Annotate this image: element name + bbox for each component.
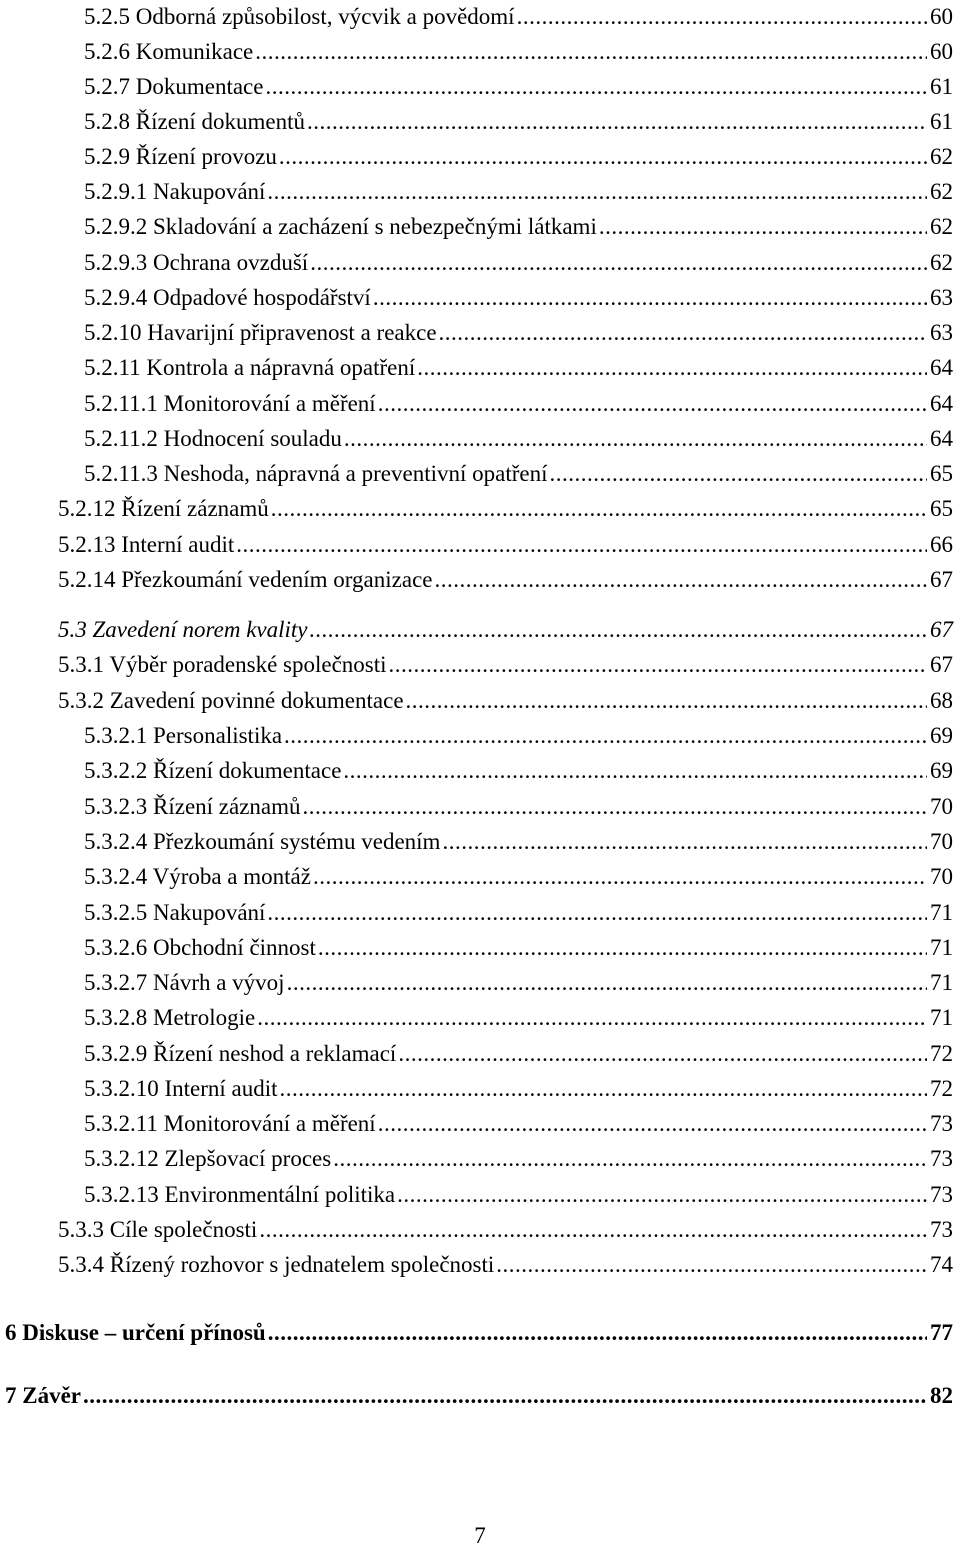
toc-entry-title: 5.3.2.13 Environmentální politika (84, 1182, 396, 1207)
toc-dot-leader (344, 425, 927, 453)
toc-entry-title: 5.2.12 Řízení záznamů (58, 496, 269, 521)
toc-entry-page: 70 (930, 794, 953, 819)
toc-entry-page: 72 (930, 1076, 953, 1101)
toc-entry-title: 5.3.4 Řízený rozhovor s jednatelem společnosti (58, 1252, 495, 1277)
toc-dot-leader (284, 722, 927, 750)
toc-dot-leader (271, 495, 927, 523)
toc-entry[interactable] (5, 1382, 953, 1410)
toc-dot-leader (517, 3, 927, 31)
toc-dot-leader (267, 178, 927, 206)
toc-entry[interactable] (84, 1004, 953, 1032)
toc-dot-leader (442, 828, 927, 856)
toc-dot-leader (236, 531, 927, 559)
toc-entry-title: 5.2.9.2 Skladování a zacházení s nebezpečnými látkami (84, 214, 597, 239)
toc-entry-title: 7 Závěr (5, 1383, 82, 1408)
toc-dot-leader (378, 1110, 927, 1138)
toc-entry-title: 5.2.11.1 Monitorování a měření (84, 391, 376, 416)
toc-dot-leader (280, 1075, 927, 1103)
toc-entry[interactable] (5, 1319, 953, 1347)
toc-entry-title: 5.3.2.11 Monitorování a měření (84, 1111, 376, 1136)
toc-entry-title: 5.2.11.2 Hodnocení souladu (84, 426, 342, 451)
toc-entry-page: 72 (930, 1041, 953, 1066)
toc-entry-title: 5.2.11.3 Neshoda, nápravná a preventivní opatření (84, 461, 548, 486)
toc-dot-leader (265, 73, 927, 101)
toc-entry-page: 62 (930, 179, 953, 204)
toc-entry[interactable] (84, 863, 953, 891)
toc-dot-leader (599, 213, 927, 241)
toc-entry-title: 5.2.9 Řízení provozu (84, 144, 277, 169)
toc-entry-title: 5.3.2.6 Obchodní činnost (84, 935, 316, 960)
toc-dot-leader (397, 1181, 927, 1209)
toc-dot-leader (313, 863, 927, 891)
toc-entry[interactable] (84, 425, 953, 453)
toc-entry[interactable] (84, 143, 953, 171)
toc-entry[interactable] (84, 108, 953, 136)
toc-entry-title: 5.3.2.2 Řízení dokumentace (84, 758, 342, 783)
toc-entry-title: 5.3.2.1 Personalistika (84, 723, 283, 748)
toc-entry-title: 5.3.2.7 Návrh a vývoj (84, 970, 285, 995)
toc-entry-title: 5.2.10 Havarijní připravenost a reakce (84, 320, 437, 345)
toc-dot-leader (287, 969, 927, 997)
toc-entry[interactable] (58, 531, 953, 559)
page-number: 7 (474, 1523, 486, 1548)
toc-entry[interactable] (84, 793, 953, 821)
toc-entry-page: 62 (930, 214, 953, 239)
toc-dot-leader (259, 1216, 927, 1244)
toc-dot-leader (373, 284, 927, 312)
toc-entry[interactable] (84, 934, 953, 962)
toc-entry[interactable] (84, 828, 953, 856)
toc-entry-page: 70 (930, 864, 953, 889)
toc-entry[interactable] (84, 354, 953, 382)
toc-entry-title: 5.2.8 Řízení dokumentů (84, 109, 306, 134)
toc-entry-title: 5.3.2.4 Přezkoumání systému vedením (84, 829, 441, 854)
toc-entry-page: 69 (930, 723, 953, 748)
toc-entry-title: 5.2.9.4 Odpadové hospodářství (84, 285, 371, 310)
toc-entry-title: 5.3.2.9 Řízení neshod a reklamací (84, 1041, 397, 1066)
toc-dot-leader (268, 1319, 927, 1347)
toc-entry-page: 68 (930, 688, 953, 713)
toc-entry-page: 71 (930, 970, 953, 995)
toc-entry-title: 5.3.2.4 Výroba a montáž (84, 864, 311, 889)
toc-entry[interactable] (84, 1145, 953, 1173)
toc-entry-page: 65 (930, 461, 953, 486)
toc-dot-leader (417, 354, 927, 382)
toc-entry[interactable] (58, 1251, 953, 1279)
toc-entry[interactable] (84, 460, 953, 488)
toc-dot-leader (549, 460, 927, 488)
toc-entry-page: 62 (930, 250, 953, 275)
toc-dot-leader (398, 1040, 927, 1068)
toc-entry[interactable] (84, 319, 953, 347)
toc-dot-leader (307, 108, 927, 136)
toc-entry[interactable] (84, 213, 953, 241)
toc-dot-leader (255, 38, 927, 66)
toc-entry[interactable] (84, 1075, 953, 1103)
toc-entry-title: 5.2.7 Dokumentace (84, 74, 264, 99)
toc-dot-leader (343, 757, 927, 785)
toc-dot-leader (318, 934, 927, 962)
toc-entry-page: 71 (930, 1005, 953, 1030)
toc-entry[interactable] (84, 284, 953, 312)
toc-entry-page: 66 (930, 532, 953, 557)
toc-dot-leader (496, 1251, 927, 1279)
toc-entry-page: 74 (930, 1252, 953, 1277)
toc-entry-page: 67 (930, 567, 953, 592)
toc-entry-page: 64 (930, 391, 953, 416)
toc-entry[interactable] (84, 899, 953, 927)
toc-dot-leader (389, 651, 927, 679)
toc-entry-page: 61 (930, 109, 953, 134)
toc-entry-title: 5.2.14 Přezkoumání vedením organizace (58, 567, 433, 592)
toc-entry-title: 5.2.6 Komunikace (84, 39, 254, 64)
toc-entry-title: 5.3.2.10 Interní audit (84, 1076, 278, 1101)
toc-dot-leader (257, 1004, 927, 1032)
toc-entry-page: 64 (930, 426, 953, 451)
toc-entry-page: 77 (930, 1320, 953, 1345)
toc-entry-page: 60 (930, 4, 953, 29)
toc-entry[interactable] (84, 178, 953, 206)
toc-dot-leader (279, 143, 927, 171)
toc-dot-leader (310, 616, 927, 644)
toc-entry[interactable] (84, 249, 953, 277)
toc-dot-leader (303, 793, 927, 821)
toc-entry-page: 73 (930, 1146, 953, 1171)
toc-entry[interactable] (84, 390, 953, 418)
toc-entry-page: 70 (930, 829, 953, 854)
toc-entry-page: 64 (930, 355, 953, 380)
toc-entry-title: 5.3.1 Výběr poradenské společnosti (58, 652, 387, 677)
toc-entry[interactable] (58, 495, 953, 523)
toc-entry-title: 5.2.5 Odborná způsobilost, výcvik a povědomí (84, 4, 515, 29)
toc-entry-page: 69 (930, 758, 953, 783)
toc-dot-leader (378, 390, 927, 418)
toc-dot-leader (333, 1145, 927, 1173)
toc-entry[interactable] (84, 1110, 953, 1138)
toc-dot-leader (83, 1382, 927, 1410)
toc-entry[interactable] (84, 38, 953, 66)
toc-entry-page: 65 (930, 496, 953, 521)
toc-entry-page: 67 (930, 617, 953, 642)
toc-entry-title: 5.3.2.8 Metrologie (84, 1005, 256, 1030)
toc-entry-title: 5.2.9.1 Nakupování (84, 179, 266, 204)
toc-entry[interactable] (84, 969, 953, 997)
toc-entry-page: 71 (930, 900, 953, 925)
toc-dot-leader (439, 319, 927, 347)
toc-entry[interactable] (58, 616, 953, 644)
toc-entry-page: 63 (930, 285, 953, 310)
toc-entry[interactable] (84, 722, 953, 750)
toc-entry[interactable] (58, 651, 953, 679)
toc-entry-title: 5.3.2.5 Nakupování (84, 900, 266, 925)
toc-dot-leader (310, 249, 927, 277)
toc-entry-title: 5.3.2.12 Zlepšovací proces (84, 1146, 332, 1171)
toc-entry-page: 63 (930, 320, 953, 345)
toc-entry-page: 60 (930, 39, 953, 64)
toc-entry-title: 5.2.9.3 Ochrana ovzduší (84, 250, 309, 275)
toc-dot-leader (406, 687, 927, 715)
toc-entry-page: 62 (930, 144, 953, 169)
toc-entry-page: 67 (930, 652, 953, 677)
toc-entry-page: 73 (930, 1182, 953, 1207)
toc-entry-title: 5.3 Zavedení norem kvality (58, 617, 308, 642)
toc-entry-title: 5.3.2.3 Řízení záznamů (84, 794, 301, 819)
toc-entry[interactable] (84, 1181, 953, 1209)
toc-entry-title: 5.3.2 Zavedení povinné dokumentace (58, 688, 404, 713)
toc-entry-page: 73 (930, 1111, 953, 1136)
toc-entry[interactable] (84, 3, 953, 31)
toc-entry-title: 6 Diskuse – určení přínosů (5, 1320, 266, 1345)
toc-dot-leader (434, 566, 927, 594)
toc-entry-page: 61 (930, 74, 953, 99)
toc-entry-page: 82 (930, 1383, 953, 1408)
toc-entry[interactable] (84, 73, 953, 101)
toc-entry[interactable] (84, 757, 953, 785)
toc-entry-page: 71 (930, 935, 953, 960)
toc-entry[interactable] (84, 1040, 953, 1068)
toc-entry[interactable] (58, 1216, 953, 1244)
toc-entry-title: 5.3.3 Cíle společnosti (58, 1217, 258, 1242)
toc-entry[interactable] (58, 687, 953, 715)
toc-entry[interactable] (58, 566, 953, 594)
toc-dot-leader (267, 899, 927, 927)
toc-entry-page: 73 (930, 1217, 953, 1242)
toc-entry-title: 5.2.13 Interní audit (58, 532, 235, 557)
toc-entry-title: 5.2.11 Kontrola a nápravná opatření (84, 355, 416, 380)
